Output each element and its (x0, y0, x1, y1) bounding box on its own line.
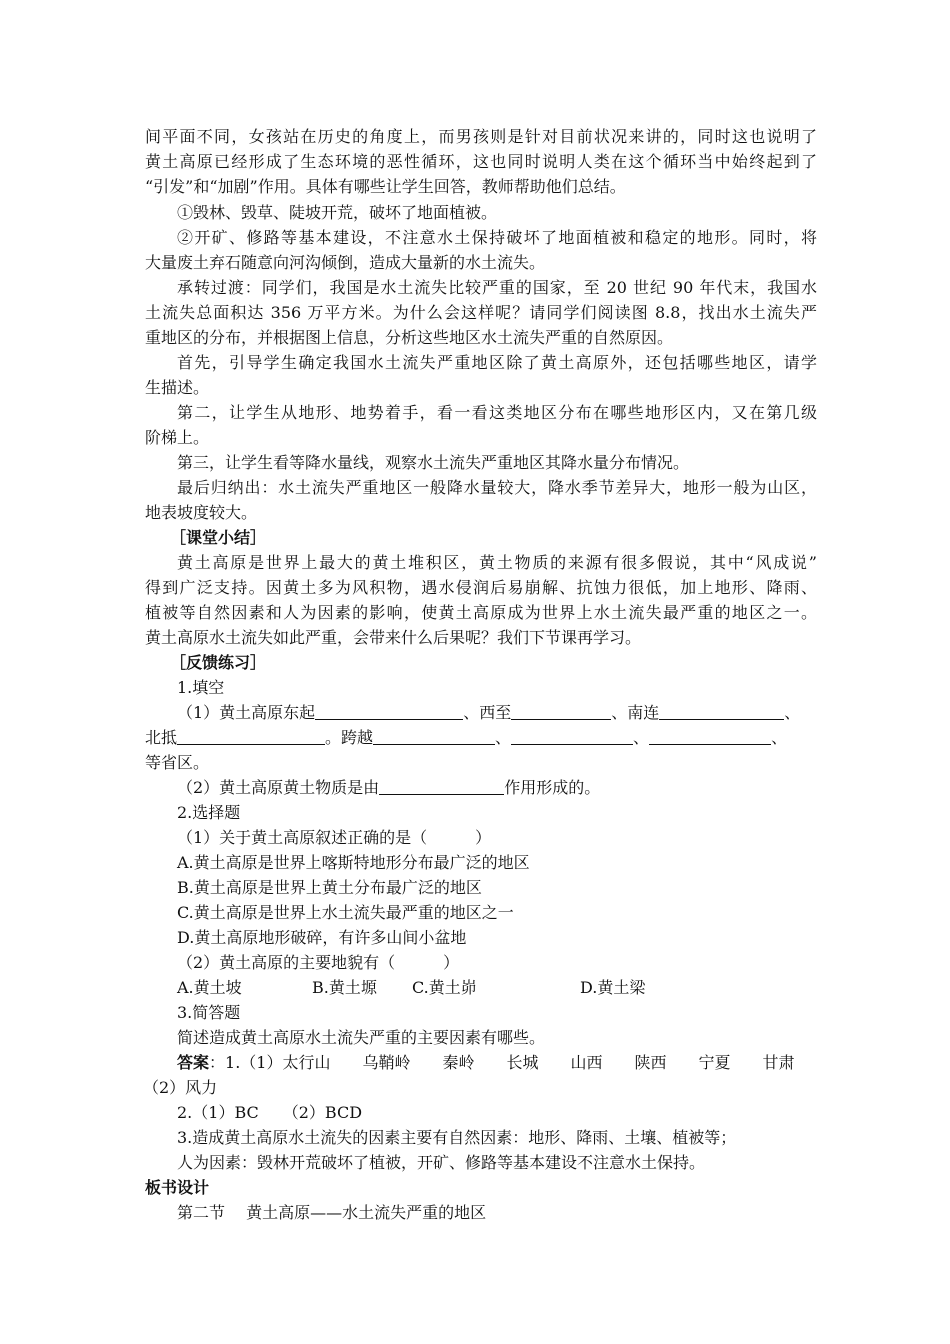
choice-option: B.黄土塬 (312, 978, 377, 997)
fill-blank-line (177, 778, 600, 798)
paragraph-line: 土流失总面积达 356 万平方米。为什么会这样呢？请同学们阅读图 8.8，找出水土流失严 (145, 303, 817, 322)
choice-option: A.黄土高原是世界上喀斯特地形分布最广泛的地区 (177, 853, 530, 872)
question-text: （2）黄土高原的主要地貌有（ ） (177, 953, 460, 972)
question-text: 、 (771, 728, 788, 747)
question-text: 。跨越 (325, 728, 374, 747)
paragraph-line: 植被等自然因素和人为因素的影响，使黄土高原成为世界上水土流失最严重的地区之一。 (145, 603, 817, 622)
section-heading-exercise: ［反馈练习］ (170, 653, 267, 672)
paragraph-line: 第三，让学生看等降水量线，观察水土流失严重地区其降水量分布情况。 (177, 453, 690, 472)
choice-option: D.黄土高原地形破碎，有许多山间小盆地 (177, 928, 467, 947)
question-title: 1.填空 (177, 678, 225, 697)
question-text: 、 (633, 728, 650, 747)
question-text: 简述造成黄土高原水土流失严重的主要因素有哪些。 (177, 1028, 546, 1047)
paragraph-line: 大量废土弃石随意向河沟倾倒，造成大量新的水土流失。 (145, 253, 546, 272)
paragraph-line: “引发”和“加剧”作用。具体有哪些让学生回答，教师帮助他们总结。 (145, 177, 626, 196)
answer-blank[interactable] (511, 703, 611, 720)
choice-option: B.黄土高原是世界上黄土分布最广泛的地区 (177, 878, 482, 897)
paragraph-line: 得到广泛支持。因黄土多为风积物，遇水侵润后易崩解、抗蚀力很低，加上地形、降雨、 (145, 578, 817, 597)
paragraph-line: 承转过渡：同学们，我国是水土流失比较严重的国家，至 20 世纪 90 年代末，我国水 (177, 278, 817, 297)
paragraph-line: 首先，引导学生确定我国水土流失严重地区除了黄土高原外，还包括哪些地区，请学 (177, 353, 817, 372)
answer-line (177, 1053, 794, 1073)
paragraph-line: 黄土高原已经形成了生态环境的恶性循环，这也同时说明人类在这个循环当中始终起到了 (145, 152, 817, 171)
paragraph-line: 间平面不同，女孩站在历史的角度上，而男孩则是针对目前状况来讲的，同时这也说明了 (145, 127, 817, 146)
choice-option: A.黄土坡 (177, 978, 242, 997)
question-text: 、 (495, 728, 512, 747)
choice-option: C.黄土高原是世界上水土流失最严重的地区之一 (177, 903, 514, 922)
fill-blank-line (145, 728, 787, 748)
paragraph-line: 第二，让学生从地形、地势着手，看一看这类地区分布在哪些地形区内，又在第几级 (177, 403, 817, 422)
question-text: 、西至 (463, 703, 512, 722)
question-title: 2.选择题 (177, 803, 241, 822)
choice-option: D.黄土梁 (580, 978, 646, 997)
board-title: 第二节 黄土高原——水土流失严重的地区 (177, 1203, 487, 1222)
answer-blank[interactable] (379, 778, 504, 795)
paragraph-line: 黄土高原水土流失如此严重，会带来什么后果呢？我们下节课再学习。 (145, 628, 642, 647)
question-text: 北抵 (145, 728, 178, 747)
choice-option: C.黄土峁 (412, 978, 477, 997)
question-text: 作用形成的。 (504, 778, 601, 797)
paragraph-line: 重地区的分布，并根据图上信息，分析这些地区水土流失严重的自然原因。 (145, 328, 674, 347)
answer-text: 3.造成黄土高原水土流失的因素主要有自然因素：地形、降雨、土壤、植被等； (177, 1128, 737, 1147)
fill-blank-line (177, 703, 800, 723)
answer-blank[interactable] (315, 703, 463, 720)
answer-blank[interactable] (511, 728, 633, 745)
answer-blank[interactable] (659, 703, 784, 720)
paragraph-line: ①毁林、毁草、陡坡开荒，破坏了地面植被。 (177, 203, 498, 222)
paragraph-line: ②开矿、修路等基本建设，不注意水土保持破坏了地面植被和稳定的地形。同时，将 (177, 228, 817, 247)
answer-blank[interactable] (177, 728, 325, 745)
question-text: 、南连 (611, 703, 660, 722)
section-heading-board: 板书设计 (145, 1178, 210, 1197)
section-heading-summary: ［课堂小结］ (170, 528, 267, 547)
question-text: 、 (784, 703, 801, 722)
question-text: （1）关于黄土高原叙述正确的是（ ） (177, 828, 492, 847)
answer-text: （2）风力 (143, 1078, 218, 1097)
question-text: （1）黄土高原东起 (177, 703, 316, 722)
answer-label: 答案 (177, 1053, 210, 1072)
question-text: （2）黄土高原黄土物质是由 (177, 778, 380, 797)
answer-blank[interactable] (373, 728, 495, 745)
answer-blank[interactable] (649, 728, 771, 745)
question-text: 等省区。 (145, 753, 210, 772)
question-title: 3.简答题 (177, 1003, 241, 1022)
answer-text: 人为因素：毁林开荒破坏了植被，开矿、修路等基本建设不注意水土保持。 (177, 1153, 706, 1172)
answer-text: 2.（1）BC （2）BCD (177, 1103, 363, 1122)
paragraph-line: 阶梯上。 (145, 428, 210, 447)
paragraph-line: 黄土高原是世界上最大的黄土堆积区，黄土物质的来源有很多假说，其中“风成说” (177, 553, 817, 572)
answer-text: ：1.（1）太行山 乌鞘岭 秦岭 长城 山西 陕西 宁夏 甘肃 (209, 1053, 795, 1072)
paragraph-line: 地表坡度较大。 (145, 503, 258, 522)
paragraph-line: 生描述。 (145, 378, 210, 397)
paragraph-line: 最后归纳出：水土流失严重地区一般降水量较大，降水季节差异大，地形一般为山区， (177, 478, 817, 497)
